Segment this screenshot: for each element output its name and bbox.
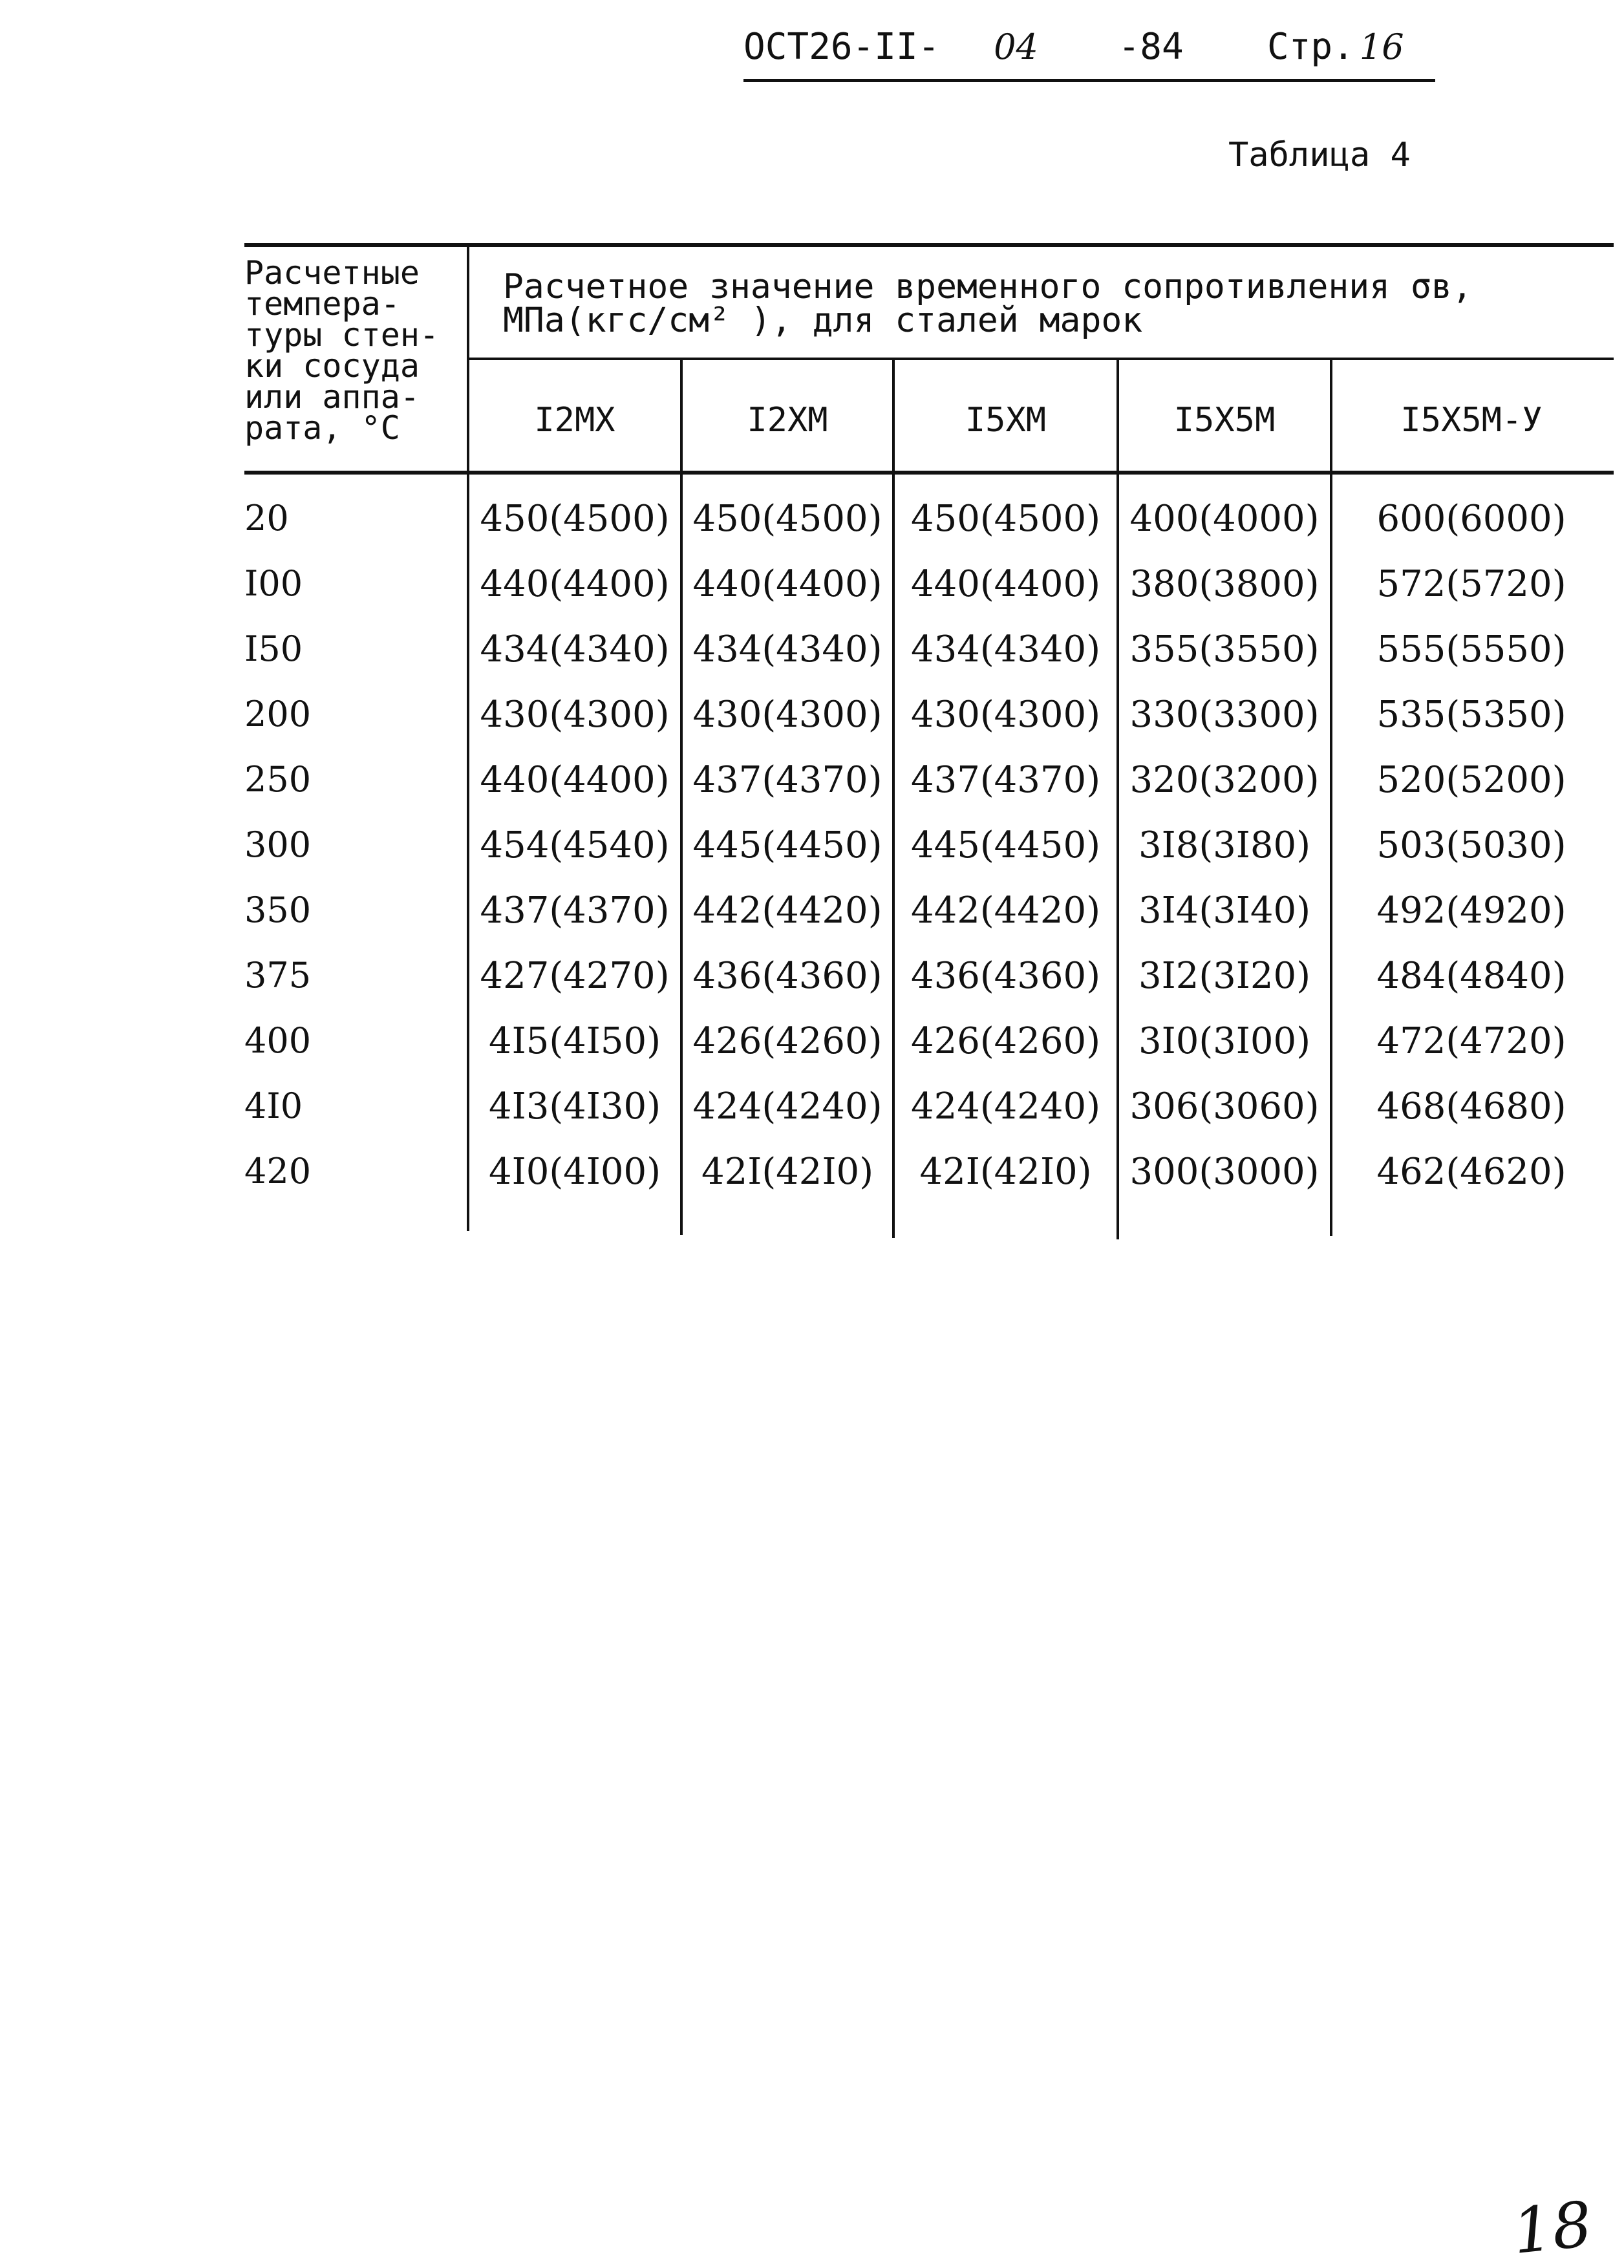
table-cell: 450(4500) — [910, 498, 1101, 540]
table-cell: 454(4540) — [480, 824, 670, 866]
header-bottom-rule — [244, 471, 1614, 475]
table-cell: 4I0(4I00) — [488, 1151, 661, 1193]
table-cell: 450(4500) — [480, 498, 670, 540]
table-cell: 445(4450) — [692, 824, 882, 866]
table-row-temperature: 375 — [244, 955, 312, 996]
table-cell: 555(5550) — [1376, 628, 1566, 670]
table-cell: 520(5200) — [1376, 759, 1566, 801]
table-row-temperature: 4I0 — [244, 1086, 303, 1126]
table-cell: 440(4400) — [480, 563, 670, 605]
table-cell: 3I4(3I40) — [1138, 890, 1311, 932]
table-cell: 430(4300) — [480, 694, 670, 736]
table-cell: 3I0(3I00) — [1138, 1020, 1311, 1062]
table-cell: 492(4920) — [1376, 890, 1566, 932]
table-cell: 330(3300) — [1129, 694, 1320, 736]
table-cell: 426(4260) — [910, 1020, 1101, 1062]
table-cell: 472(4720) — [1376, 1020, 1566, 1062]
table-cell: 436(4360) — [692, 955, 882, 997]
table-cell: 437(4370) — [692, 759, 882, 801]
table-cell: 434(4340) — [910, 628, 1101, 670]
col-divider-0 — [467, 243, 469, 1231]
table-cell: 440(4400) — [480, 759, 670, 801]
table-cell: 424(4240) — [692, 1086, 882, 1128]
table-cell: 445(4450) — [910, 824, 1101, 866]
column-header-grade-3: I5XM — [965, 401, 1047, 440]
table-cell: 42I(42I0) — [701, 1151, 874, 1193]
table-cell: 442(4420) — [692, 890, 882, 932]
table-cell: 3I8(3I80) — [1138, 824, 1311, 866]
page-prefix: Стр. — [1267, 26, 1354, 68]
table-cell: 600(6000) — [1376, 498, 1566, 540]
table-cell: 434(4340) — [480, 628, 670, 670]
header-underline — [743, 79, 1435, 82]
table-row-temperature: 420 — [244, 1151, 312, 1192]
table-cell: 440(4400) — [910, 563, 1101, 605]
table-top-rule — [244, 243, 1614, 247]
table-row-temperature: I50 — [244, 628, 303, 669]
table-cell: 468(4680) — [1376, 1086, 1566, 1128]
table-caption: Таблица 4 — [1228, 136, 1411, 175]
table-cell: 462(4620) — [1376, 1151, 1566, 1193]
table-cell: 42I(42I0) — [919, 1151, 1092, 1193]
document-header — [743, 26, 1435, 87]
table-cell: 437(4370) — [480, 890, 670, 932]
page-number-handwritten: 16 — [1359, 27, 1404, 67]
table-cell: 436(4360) — [910, 955, 1101, 997]
table-cell: 426(4260) — [692, 1020, 882, 1062]
table-cell: 320(3200) — [1129, 759, 1320, 801]
table-cell: 442(4420) — [910, 890, 1101, 932]
page-label — [1267, 26, 1404, 68]
column-header-grade-1: I2MX — [534, 401, 615, 440]
standard-code-year: -84 — [1118, 26, 1184, 68]
table-cell: 440(4400) — [692, 563, 882, 605]
temperature-column-header: Расчетные темпера-туры стен-ки сосуда или аппа-рата, °С — [244, 254, 440, 447]
standard-code-number: 04 — [994, 27, 1038, 67]
column-header-grade-4: I5X5M — [1173, 401, 1276, 440]
standard-code — [743, 26, 1184, 68]
table-cell: 306(3060) — [1129, 1086, 1320, 1128]
table-cell: 503(5030) — [1376, 824, 1566, 866]
strength-group-header: Расчетное значение временного сопротивления σв, МПа(кгс/см² ), для сталей марок — [503, 267, 1473, 340]
table-row-temperature: 350 — [244, 890, 312, 930]
table-row-temperature: I00 — [244, 563, 303, 604]
table-row-temperature: 300 — [244, 824, 312, 865]
table-cell: 355(3550) — [1129, 628, 1320, 670]
table-cell: 3I2(3I20) — [1138, 955, 1311, 997]
table-cell: 380(3800) — [1129, 563, 1320, 605]
table-cell: 437(4370) — [910, 759, 1101, 801]
sheet-number-handwritten: 18 — [1509, 2187, 1596, 2268]
table-cell: 572(5720) — [1376, 563, 1566, 605]
table-cell: 450(4500) — [692, 498, 882, 540]
table-row-temperature: 20 — [244, 498, 289, 539]
table-row-temperature: 400 — [244, 1020, 312, 1061]
table-cell: 424(4240) — [910, 1086, 1101, 1128]
column-header-grade-2: I2XM — [747, 401, 828, 440]
table-cell: 434(4340) — [692, 628, 882, 670]
subheader-rule — [467, 358, 1614, 360]
table-cell: 300(3000) — [1129, 1151, 1320, 1193]
column-header-grade-5: I5X5M-У — [1400, 401, 1543, 440]
table-cell: 430(4300) — [910, 694, 1101, 736]
table-cell: 430(4300) — [692, 694, 882, 736]
table-row-temperature: 250 — [244, 759, 312, 800]
table-cell: 400(4000) — [1129, 498, 1320, 540]
table-cell: 4I5(4I50) — [488, 1020, 661, 1062]
table-cell: 427(4270) — [480, 955, 670, 997]
standard-code-prefix: ОСТ26-II- — [743, 26, 940, 68]
table-cell: 535(5350) — [1376, 694, 1566, 736]
table-row-temperature: 200 — [244, 694, 312, 734]
table-cell: 4I3(4I30) — [488, 1086, 661, 1128]
table-cell: 484(4840) — [1376, 955, 1566, 997]
